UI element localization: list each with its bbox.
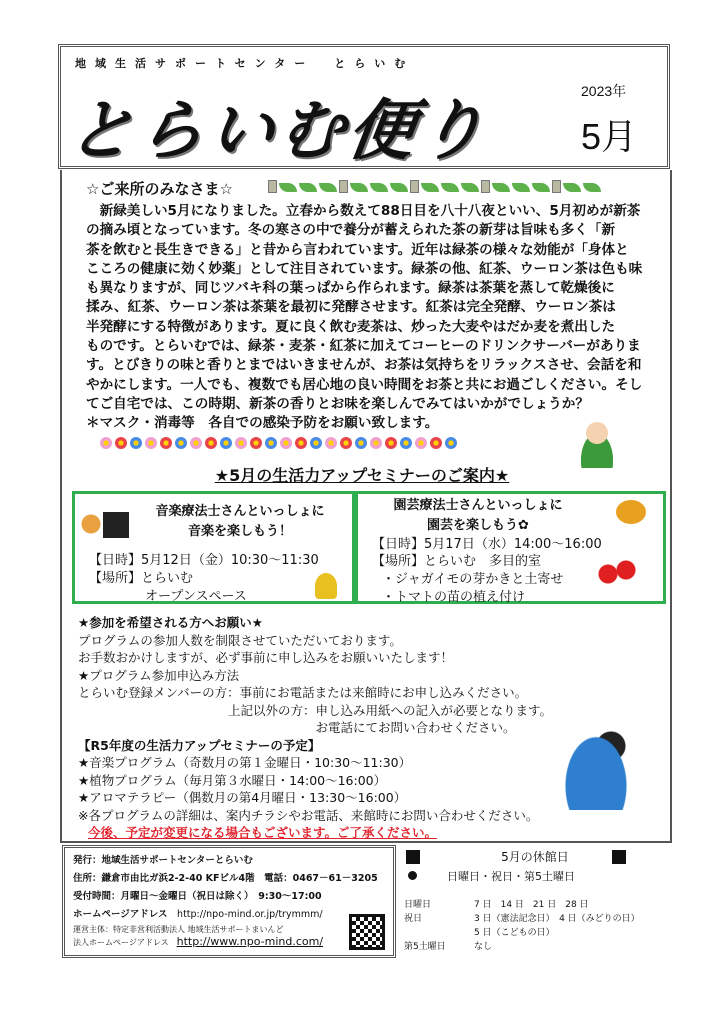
cat-piano-illustration bbox=[81, 504, 131, 544]
body-line: 半発酵にする特徴があります。夏に良く飲む麦茶は、炒った大麦やはだか麦を煮出した bbox=[86, 318, 616, 335]
participation-notice bbox=[78, 614, 552, 842]
body-line: 新緑美しい5月になりました。立春から数えて88日目を八十八夜といい、5月初めが新茶 bbox=[86, 203, 641, 219]
schedule-item: ★アロマテラピー（偶数月の第4月曜日・13:30～16:00） bbox=[78, 790, 407, 805]
body-line: の摘み頃となっています。冬の寒さの中で養分が蓄えられた茶の新芽は旨味も多く「新 bbox=[86, 222, 616, 239]
holiday-summary: 日曜日・祝日・第5土曜日 bbox=[447, 870, 575, 883]
schedule-heading: 【R5年度の生活力アップセミナーの予定】 bbox=[78, 737, 321, 753]
address: 住所：鎌倉市由比ガ浜2-2-40 KFビル4階 電話：0467－61－3205 bbox=[73, 873, 378, 884]
notice-line: とらいむ登録メンバーの方：事前にお電話または来館時にお申し込みください。 bbox=[78, 685, 528, 700]
issue-month: 5月 bbox=[581, 116, 638, 157]
body-line: 揉み、紅茶、ウーロン茶は茶葉を最初に発酵させます。紅茶は完全発酵、ウーロン茶は bbox=[86, 299, 616, 316]
music-title-line2: 音楽を楽しもう！ bbox=[187, 524, 292, 539]
change-warning: 今後、予定が変更になる場合もございます。ご了承ください。 bbox=[88, 825, 438, 840]
seminar-heading: ★5月の生活力アップセミナーのご案内★ bbox=[214, 466, 510, 485]
holiday-row-label: 祝日 bbox=[404, 914, 423, 924]
body-line: 茶を飲むと長生きできる」と昔から言われています。近年は緑茶の様々な効能が「身体と bbox=[86, 241, 629, 258]
garden-item-1: ・ジャガイモの芽かきと土寄せ bbox=[382, 572, 564, 587]
tomato-icon bbox=[598, 560, 638, 588]
organization-name: 地域生活サポートセンター とらいむ bbox=[75, 57, 415, 70]
garden-item-2: ・トマトの苗の植え付け bbox=[382, 590, 526, 605]
body-line: ＊マスク・消毒等 各自での感染予防をお願い致します。 bbox=[86, 415, 439, 432]
notice-line: お電話にてお問い合わせください。 bbox=[78, 720, 516, 735]
holiday-row-value: 7 日 14 日 21 日 28 日 bbox=[474, 900, 589, 910]
music-place-detail: オープンスペース bbox=[145, 589, 247, 604]
homepage-link[interactable]: http://npo-mind.or.jp/trymmm/ bbox=[177, 909, 323, 920]
schedule-item: ★音楽プログラム（奇数月の第１金曜日・10:30～11:30） bbox=[78, 755, 412, 770]
holiday-section bbox=[404, 846, 666, 954]
body-line: こころの健康に効く妙薬」として注目されています。緑茶の他、紅茶、ウーロン茶は色も味 bbox=[86, 260, 643, 277]
qr-code[interactable] bbox=[349, 914, 385, 950]
notice-line: お手数おかけしますが、必ず事前に申し込みをお願いいたします！ bbox=[78, 650, 454, 665]
garden-title-line1: 園芸療法士さんといっしょに bbox=[393, 498, 563, 513]
schedule-note: ※各プログラムの詳細は、案内チラシやお電話、来館時にお問い合わせください。 bbox=[78, 807, 539, 823]
garden-date: 【日時】5月17日（水）14:00～16:00 bbox=[372, 537, 602, 552]
tea-leaf-decoration bbox=[268, 180, 658, 194]
publisher-info bbox=[62, 845, 396, 958]
body-line: す。とびきりの味と香りとまではいきませんが、お茶は気持ちをリラックスさせ、会話を和 bbox=[86, 357, 642, 374]
square-bullet-icon bbox=[612, 850, 626, 864]
body-line: やかにします。一人でも、複数でも居心地の良い時間をお茶と共にお過ごしください。そし bbox=[86, 376, 643, 393]
bell-icon bbox=[315, 573, 337, 599]
notice-line: ★参加を希望される方へお願い★ bbox=[78, 615, 263, 630]
holiday-row-value: 5 日（こどもの日） bbox=[474, 928, 555, 938]
homepage-label: ホームページアドレス bbox=[73, 909, 168, 920]
notice-line: プログラムの参加人数を制限させていただいております。 bbox=[78, 632, 402, 648]
issue-year: 2023年 bbox=[581, 83, 627, 99]
schedule-item: ★植物プログラム（毎月第３水曜日・14:00～16:00） bbox=[78, 772, 387, 788]
garden-seminar-box bbox=[355, 491, 666, 604]
holiday-row-value: なし bbox=[474, 942, 493, 952]
greeting-heading: ☆ご来所のみなさま☆ bbox=[86, 180, 233, 198]
music-seminar-box bbox=[72, 491, 355, 604]
publisher: 発行：地域生活サポートセンターとらいむ bbox=[73, 855, 253, 866]
masthead bbox=[58, 44, 670, 169]
holiday-row-label: 日曜日 bbox=[404, 900, 432, 910]
body-line: も異なりますが、同じツバキ科の葉っぱから作られます。緑茶は茶葉を蒸して乾燥後に bbox=[86, 280, 615, 297]
music-date: 【日時】5月12日（金）10:30～11:30 bbox=[89, 553, 319, 568]
flower-decoration bbox=[100, 437, 480, 449]
notice-line: ★プログラム参加申込み方法 bbox=[78, 667, 240, 683]
corporate-homepage-link[interactable]: http://www.npo-mind.com/ bbox=[176, 935, 324, 948]
office-hours: 受付時間：月曜日～金曜日（祝日は除く） 9:30～17:00 bbox=[73, 891, 322, 902]
notice-line: 上記以外の方：申し込み用紙への記入が必要となります。 bbox=[78, 702, 553, 718]
garden-place: 【場所】とらいむ 多目的室 bbox=[372, 554, 542, 569]
holiday-row-label: 第5土曜日 bbox=[404, 942, 446, 952]
dot-bullet-icon bbox=[408, 871, 417, 880]
holiday-title: 5月の休館日 bbox=[501, 850, 569, 864]
music-place: 【場所】とらいむ bbox=[89, 571, 194, 586]
potato-icon bbox=[616, 500, 646, 524]
operator: 運営主体：特定非営利活動法人 地域生活サポートまいんど bbox=[73, 925, 284, 934]
music-title-line1: 音楽療法士さんといっしょに bbox=[155, 504, 325, 519]
carp-streamer-rabbit-illustration bbox=[556, 706, 646, 810]
square-bullet-icon bbox=[406, 850, 420, 864]
tea-picker-illustration bbox=[572, 418, 622, 468]
newsletter-title: とらいむ便り bbox=[62, 92, 494, 169]
garden-title-line2: 園芸を楽しもう✿ bbox=[427, 518, 529, 533]
greeting-body bbox=[86, 202, 666, 434]
corporate-homepage-label: 法人ホームページアドレス bbox=[73, 938, 169, 947]
holiday-row-value: 3 日（憲法記念日） 4 日（みどりの日） bbox=[474, 914, 640, 924]
body-line: ものです。とらいむでは、緑茶・麦茶・紅茶に加えてコーヒーのドリンクサーバーがありま bbox=[86, 338, 641, 355]
body-line: てご自宅では、この時期、新茶の香りとお味を楽しんでみてはいかがでしょうか？ bbox=[86, 395, 589, 412]
